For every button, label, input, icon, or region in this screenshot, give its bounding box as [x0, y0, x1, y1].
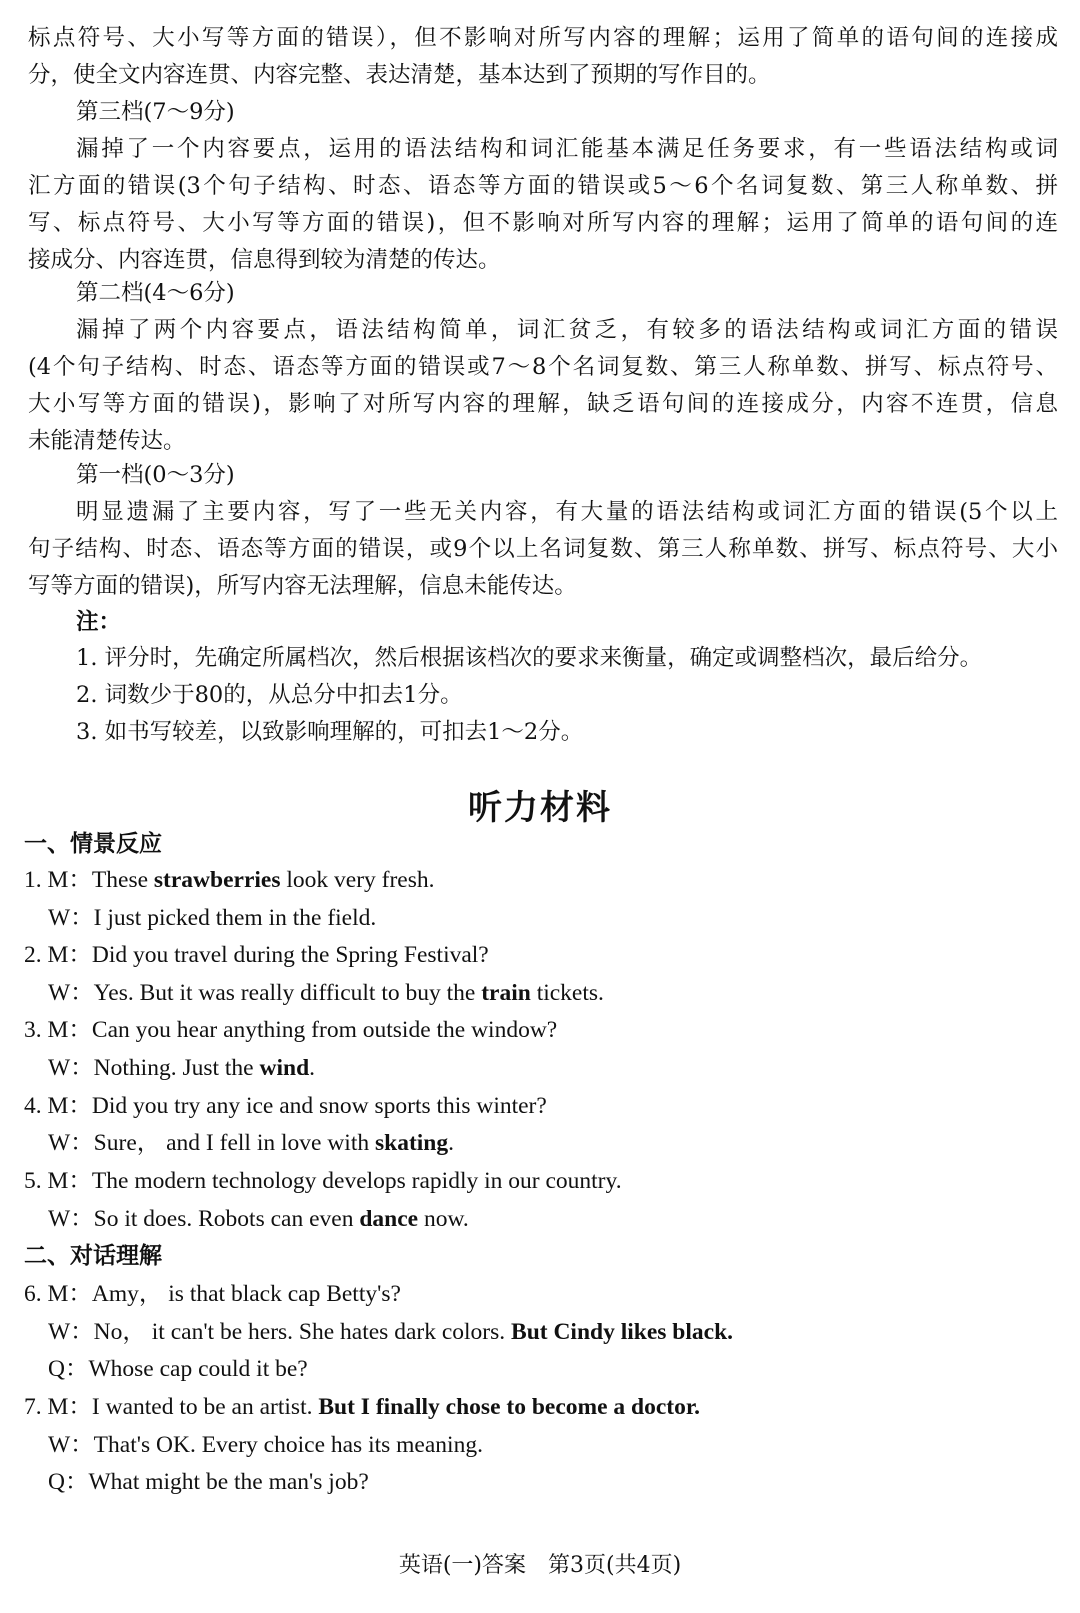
dialogue-line-7q: Q：What might be the man's job? — [48, 1469, 369, 1495]
section1-heading: 一、情景反应 — [24, 831, 162, 857]
dialogue-line-7m: 7. M：I wanted to be an artist. But I finally chose to become a doctor. — [24, 1394, 700, 1420]
tier3-line: 汇方面的错误(3个句子结构、时态、语态等方面的错误或5～6个名词复数、第三人称单数、拼 — [28, 173, 1058, 199]
dialogue-line-1w: W：I just picked them in the field. — [48, 905, 377, 931]
dialogue-line-2m: 2. M：Did you travel during the Spring Festival? — [24, 942, 489, 968]
dialogue-line-5w: W：So it does. Robots can even dance now. — [48, 1206, 469, 1232]
note-item: 2. 词数少于80的，从总分中扣去1分。 — [76, 682, 463, 708]
note-item: 1. 评分时，先确定所属档次，然后根据该档次的要求来衡量，确定或调整档次，最后给分。 — [76, 645, 983, 671]
dialogue-line-6q: Q：Whose cap could it be? — [48, 1356, 308, 1382]
dialogue-line-6m: 6. M：Amy， is that black cap Betty's? — [24, 1281, 401, 1307]
dialogue-line-6w: W：No， it can't be hers. She hates dark colors. But Cindy likes black. — [48, 1319, 734, 1345]
keyword: dance — [359, 1206, 419, 1232]
dialogue-line-2w: W：Yes. But it was really difficult to buy the train tickets. — [48, 980, 604, 1006]
tier1-heading: 第一档(0～3分) — [76, 462, 235, 488]
listening-title: 听力材料 — [468, 788, 612, 828]
tier1-line: 句子结构、时态、语态等方面的错误，或9个以上名词复数、第三人称单数、拼写、标点符号、大小 — [28, 536, 1058, 562]
keyword: skating — [374, 1130, 449, 1156]
tier2-heading: 第二档(4～6分) — [76, 280, 235, 306]
dialogue-line-3w: W：Nothing. Just the wind. — [48, 1055, 316, 1081]
notes-heading: 注： — [76, 609, 122, 635]
dialogue-line-7w: W：That's OK. Every choice has its meaning. — [48, 1432, 483, 1458]
dialogue-line-4m: 4. M：Did you try any ice and snow sports this winter? — [24, 1093, 547, 1119]
tier1-line: 明显遗漏了主要内容，写了一些无关内容，有大量的语法结构或词汇方面的错误(5个以上 — [76, 499, 1058, 525]
keyword: wind — [259, 1055, 310, 1081]
tier3-line: 写、标点符号、大小写等方面的错误)，但不影响对所写内容的理解；运用了简单的语句间的连 — [28, 210, 1058, 236]
page-footer: 英语(一)答案 第3页(共4页) — [398, 1553, 682, 1578]
tier3-line: 接成分、内容连贯，信息得到较为清楚的传达。 — [28, 247, 501, 273]
dialogue-line-1m: 1. M：These strawberries look very fresh. — [24, 867, 435, 893]
tier2-line: 大小写等方面的错误)，影响了对所写内容的理解，缺乏语句间的连接成分，内容不连贯，信息 — [28, 391, 1058, 417]
tier1-line: 写等方面的错误)，所写内容无法理解，信息未能传达。 — [28, 573, 577, 599]
rubric-line: 分，使全文内容连贯、内容完整、表达清楚，基本达到了预期的写作目的。 — [28, 62, 771, 88]
dialogue-line-4w: W：Sure， and I fell in love with skating. — [48, 1130, 454, 1156]
tier2-line: (4个句子结构、时态、语态等方面的错误或7～8个名词复数、第三人称单数、拼写、标点符号、 — [28, 354, 1058, 380]
dialogue-line-3m: 3. M：Can you hear anything from outside the window? — [24, 1017, 558, 1043]
keyword: train — [481, 980, 531, 1006]
rubric-line: 标点符号、大小写等方面的错误），但不影响对所写内容的理解；运用了简单的语句间的连接成 — [28, 25, 1058, 51]
tier2-line: 漏掉了两个内容要点，语法结构简单，词汇贫乏，有较多的语法结构或词汇方面的错误 — [76, 317, 1058, 343]
tier3-heading: 第三档(7～9分) — [76, 99, 235, 125]
tier2-line: 未能清楚传达。 — [28, 428, 186, 454]
tier3-line: 漏掉了一个内容要点，运用的语法结构和词汇能基本满足任务要求，有一些语法结构或词 — [76, 136, 1058, 162]
keyword: strawberries — [153, 867, 281, 893]
dialogue-line-5m: 5. M：The modern technology develops rapidly in our country. — [24, 1168, 622, 1194]
note-item: 3. 如书写较差，以致影响理解的，可扣去1～2分。 — [76, 719, 584, 745]
keyword: But Cindy likes black. — [511, 1319, 734, 1345]
keyword: But I finally chose to become a doctor. — [318, 1394, 700, 1420]
section2-heading: 二、对话理解 — [24, 1243, 162, 1269]
